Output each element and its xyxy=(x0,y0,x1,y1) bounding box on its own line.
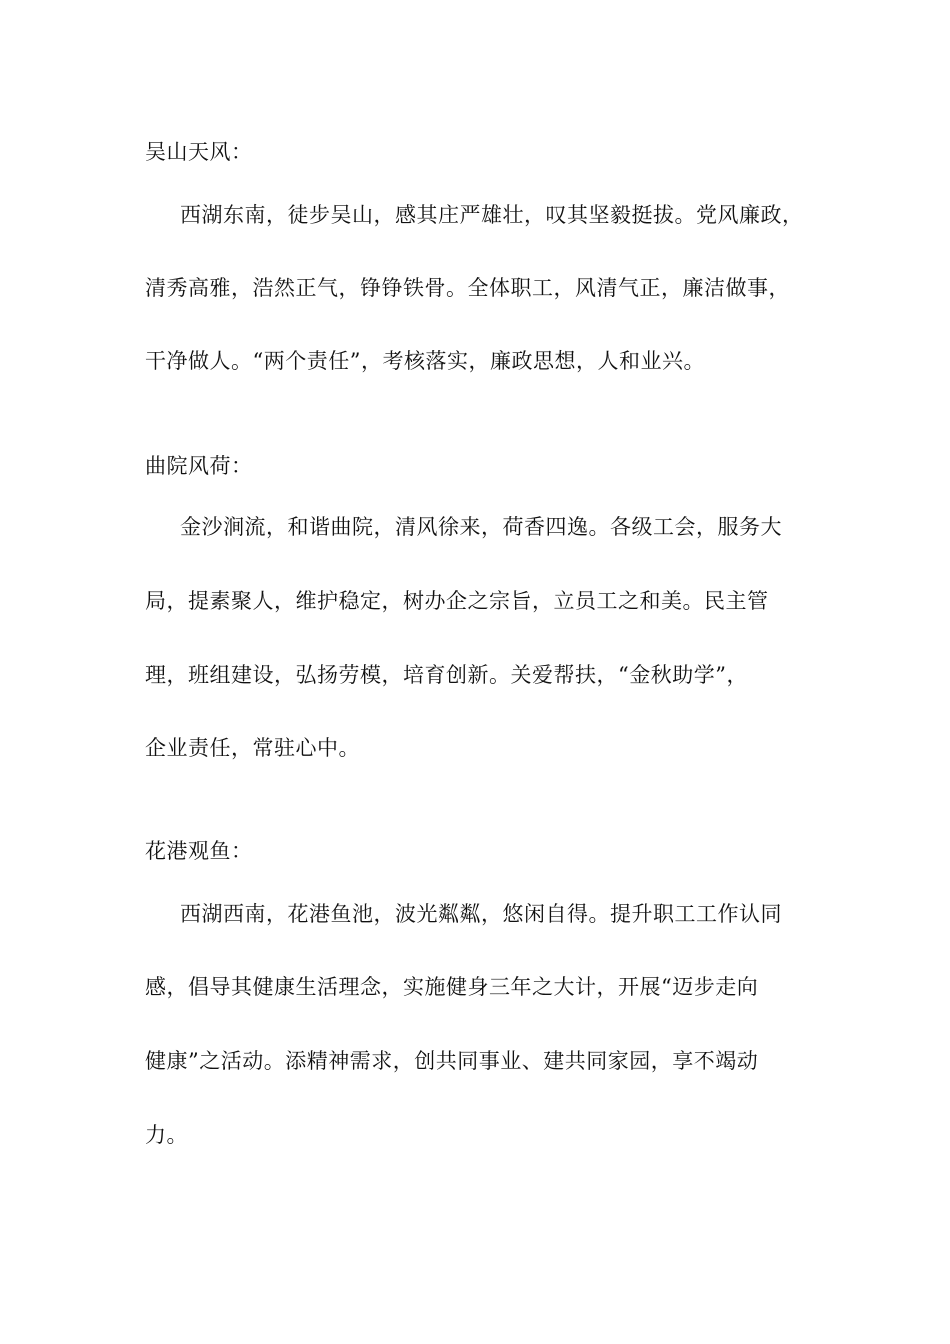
paragraph-line: 西湖西南，花港鱼池，波光粼粼，悠闲自得。提升职工工作认同 xyxy=(180,902,782,926)
paragraph-line: 力。 xyxy=(145,1123,188,1147)
paragraph-line: 西湖东南，徒步吴山，感其庄严雄壮，叹其坚毅挺拔。党风廉政， xyxy=(180,203,804,227)
paragraph-line: 健康”之活动。添精神需求，创共同事业、建共同家园，享不竭动 xyxy=(145,1049,759,1073)
section-heading-quyuan: 曲院风荷： xyxy=(145,454,253,478)
section-heading-wushan: 吴山天风： xyxy=(145,140,253,164)
paragraph-line: 局，提素聚人，维护稳定，树办企之宗旨，立员工之和美。民主管 xyxy=(145,589,769,613)
paragraph-line: 理，班组建设，弘扬劳模，培育创新。关爱帮扶，“金秋助学”， xyxy=(145,663,748,687)
paragraph-line: 清秀高雅，浩然正气，铮铮铁骨。全体职工，风清气正，廉洁做事， xyxy=(145,276,790,300)
paragraph-line: 干净做人。“两个责任”，考核落实，廉政思想，人和业兴。 xyxy=(145,349,705,373)
paragraph-line: 感，倡导其健康生活理念，实施健身三年之大计，开展“迈步走向 xyxy=(145,975,759,999)
section-heading-huagang: 花港观鱼： xyxy=(145,839,253,863)
paragraph-line: 企业责任，常驻心中。 xyxy=(145,736,360,760)
paragraph-line: 金沙涧流，和谐曲院，清风徐来，荷香四逸。各级工会，服务大 xyxy=(180,515,782,539)
